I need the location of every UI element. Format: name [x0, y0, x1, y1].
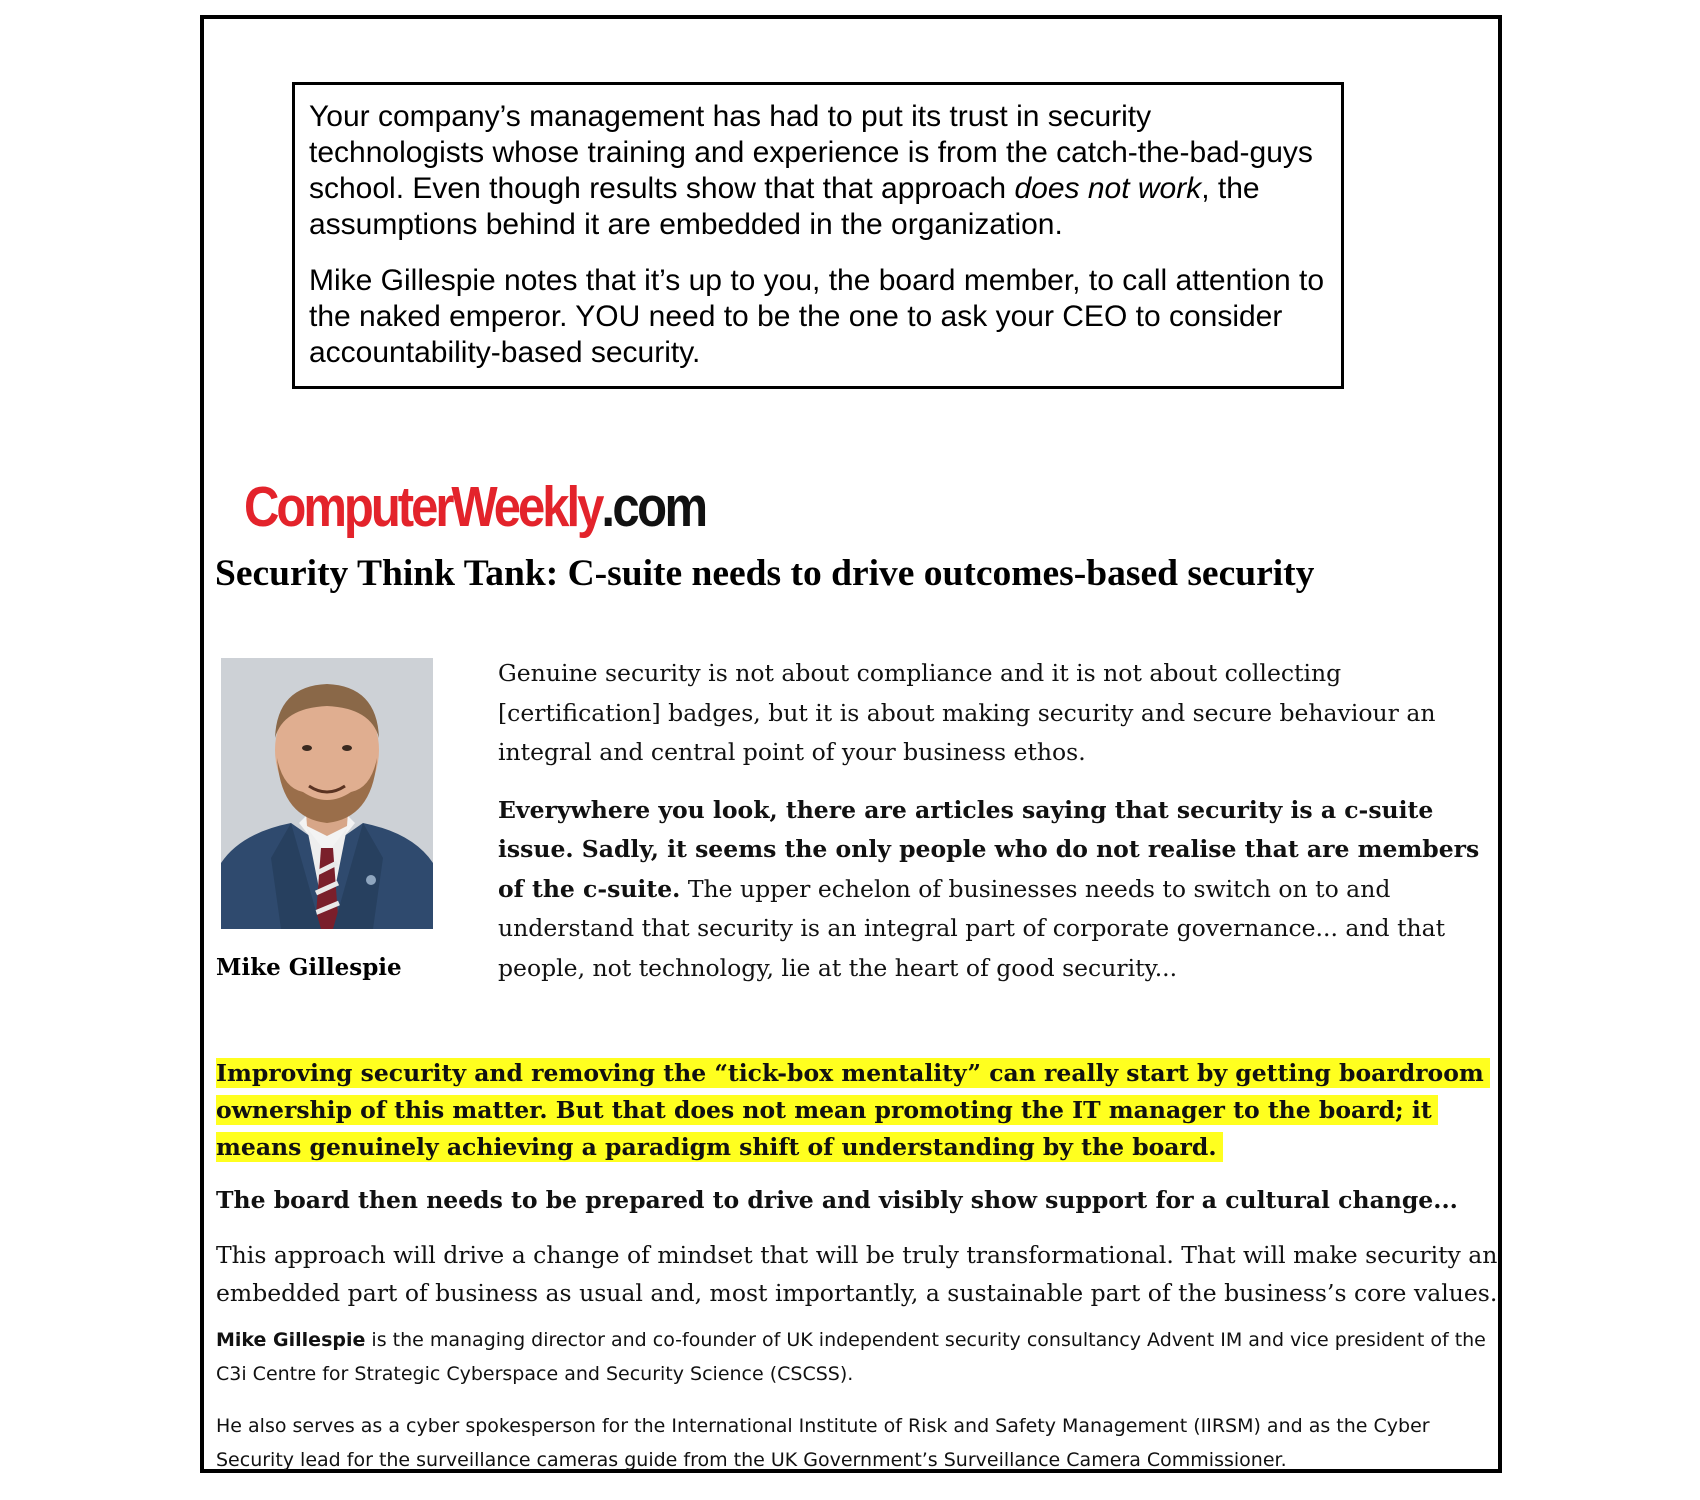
logo-tld-text: .com [601, 475, 706, 539]
intro-paragraph-2 [498, 791, 1503, 989]
approach-paragraph: This approach will drive a change of mindset that will be truly transformational. That will make security an embedded part of business as usual and, most importantly, a sustainable part of the business’s core values. [216, 1241, 1498, 1307]
author-caption: Mike Gillespie [216, 954, 402, 981]
bio-paragraph-1 [216, 1323, 1501, 1391]
bio-name: Mike Gillespie [216, 1329, 366, 1351]
intro-column [498, 654, 1503, 988]
summary-emphasis: does not work [1014, 172, 1202, 205]
computerweekly-logo [244, 472, 705, 542]
summary-text-end: , the assumptions behind it are embedded in the organization. [309, 172, 1260, 241]
highlighted-paragraph [216, 1055, 1506, 1166]
article-headline: Security Think Tank: C-suite needs to drive outcomes-based security [215, 553, 1315, 594]
intro-paragraph-1: Genuine security is not about compliance and it is not about collecting [certification] badges, but it is about making security and secure behaviour an integral and central point of your business ethos. [498, 659, 1436, 766]
bio-paragraph-2: He also serves as a cyber spokesperson for the International Institute of Risk and Safety Management (IIRSM) and as the Cyber Security lead for the surveillance cameras guide from the UK Government’s Surveillance Camera Commissioner. [216, 1415, 1430, 1471]
intro-rest: The upper echelon of businesses needs to switch on to and understand that security is an integral part of corporate governance... and that people, not technology, lie at the heart of good security... [498, 874, 1446, 982]
author-photo [221, 658, 433, 929]
highlighted-text: Improving security and removing the “tick-box mentality” can really start by getting boardroom ownership of this matter. But that does not mean promoting the IT manager to the board; it means genuinely achieving a paradigm shift of understanding by the board. [216, 1058, 1490, 1162]
summary-paragraph-2: Mike Gillespie notes that it’s up to you, the board member, to call attention to the naked emperor. YOU need to be the one to ask your CEO to consider accountability-based security. [309, 264, 1325, 369]
summary-paragraph-1 [309, 99, 1327, 243]
intro-bold-lead: Everywhere you look, there are articles saying that security is a c-suite issue. Sadly, it seems the only people who do not realise that are members of the c-suite. [498, 795, 1480, 903]
bio-rest: is the managing director and co-founder of UK independent security consultancy Advent IM and vice president of the C3i Centre for Strategic Cyberspace and Security Science (CSCSS). [216, 1329, 1486, 1385]
summary-box [292, 82, 1344, 389]
board-paragraph: The board then needs to be prepared to drive and visibly show support for a cultural change... [216, 1186, 1458, 1214]
logo-main-text: ComputerWeekly [244, 475, 602, 539]
summary-text-start: Your company’s management has had to put its trust in security technologists whose training and experience is from the catch-the-bad-guys school. Even though results show that that approach [309, 100, 1313, 205]
